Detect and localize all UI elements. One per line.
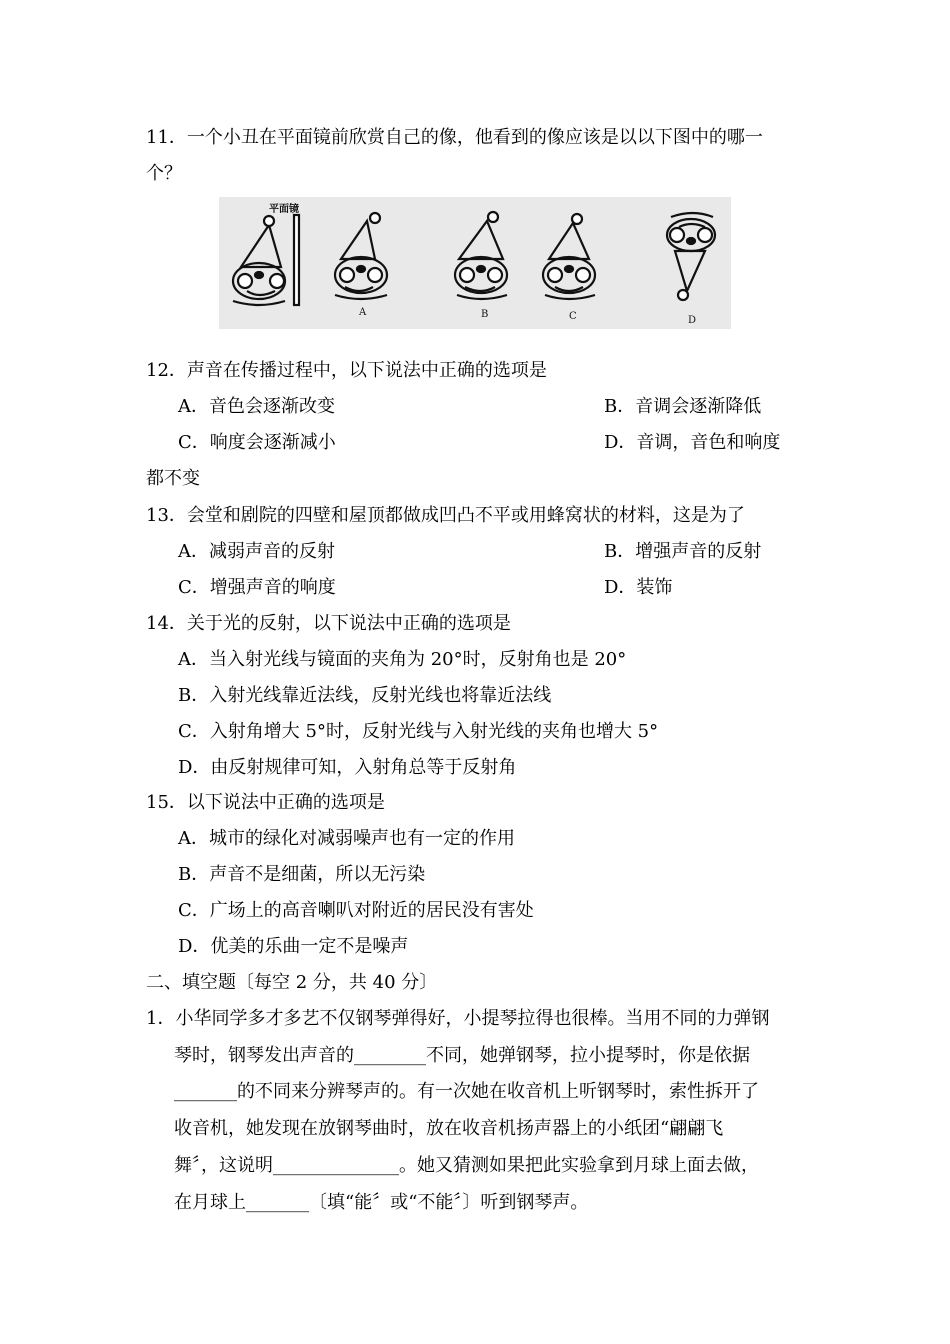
question-12-option-b: B．音调会逐渐降低 [604, 396, 762, 417]
question-13-stem: 13．会堂和剧院的四壁和屋顶都做成凹凸不平或用蜂窝状的材料，这是为了 [146, 505, 745, 526]
question-14-option-b: B．入射光线靠近法线，反射光线也将靠近法线 [178, 685, 552, 706]
question-13-option-c: C．增强声音的响度 [178, 577, 336, 598]
question-14-option-d: D．由反射规律可知，入射角总等于反射角 [178, 757, 517, 778]
option-label-a: A [359, 307, 367, 318]
question-13-option-d: D．装饰 [604, 577, 673, 598]
clown-original [233, 216, 285, 305]
clown-mirror-figure [219, 197, 731, 329]
fill-question-1-line: 1．小华同学多才多艺不仅钢琴弹得好，小提琴拉得也很棒。当用不同的力弹钢 [146, 1008, 770, 1029]
fill-question-1-line: 在月球上_______〔填“能〞或“不能〞〕听到钢琴声。 [174, 1192, 589, 1213]
clown-option-a [335, 213, 387, 299]
fill-question-1-line: 琴时，钢琴发出声音的________不同，她弹钢琴，拉小提琴时，你是依据 [174, 1045, 750, 1066]
option-label-d: D [688, 315, 697, 326]
question-15-stem: 15．以下说法中正确的选项是 [146, 792, 385, 813]
question-15-option-a: A．城市的绿化对减弱噪声也有一定的作用 [178, 828, 515, 849]
clown-option-d [667, 213, 715, 300]
clown-option-b [455, 212, 507, 299]
fill-question-1-line: 舞〞，这说明______________。她又猜测如果把此实验拿到月球上面去做， [174, 1155, 759, 1176]
mirror [294, 215, 299, 305]
question-12-option-d: D．音调，音色和响度 [604, 432, 781, 453]
question-11-text-cont: 个？ [146, 163, 182, 184]
mirror-label: 平面镜 [269, 204, 299, 215]
section-2-heading: 二、填空题〔每空 2 分，共 40 分〕 [146, 972, 438, 993]
question-12-option-d-cont: 都不变 [146, 468, 200, 489]
question-13-option-a: A．减弱声音的反射 [178, 541, 335, 562]
question-11-text: 11．一个小丑在平面镜前欣赏自己的像，他看到的像应该是以以下图中的哪一 [146, 127, 763, 148]
question-15-option-c: C．广场上的高音喇叭对附近的居民没有害处 [178, 900, 534, 921]
question-13-option-b: B．增强声音的反射 [604, 541, 762, 562]
fill-question-1-line: 收音机，她发现在放钢琴曲时，放在收音机扬声器上的小纸团“翩翩飞 [174, 1118, 724, 1139]
question-12-option-a: A．音色会逐渐改变 [178, 396, 335, 417]
question-14-option-a: A．当入射光线与镜面的夹角为 20°时，反射角也是 20° [178, 649, 627, 670]
question-12-option-c: C．响度会逐渐减小 [178, 432, 336, 453]
option-label-c: C [569, 311, 577, 322]
question-15-option-b: B．声音不是细菌，所以无污染 [178, 864, 426, 885]
fill-question-1-line: _______的不同来分辨琴声的。有一次她在收音机上听钢琴时，索性拆开了 [174, 1081, 759, 1102]
option-label-b: B [481, 309, 489, 320]
question-12-stem: 12．声音在传播过程中，以下说法中正确的选项是 [146, 360, 547, 381]
question-14-stem: 14．关于光的反射，以下说法中正确的选项是 [146, 613, 511, 634]
question-14-option-c: C．入射角增大 5°时，反射光线与入射光线的夹角也增大 5° [178, 721, 659, 742]
clown-option-c [543, 214, 595, 299]
question-15-option-d: D．优美的乐曲一定不是噪声 [178, 936, 409, 957]
